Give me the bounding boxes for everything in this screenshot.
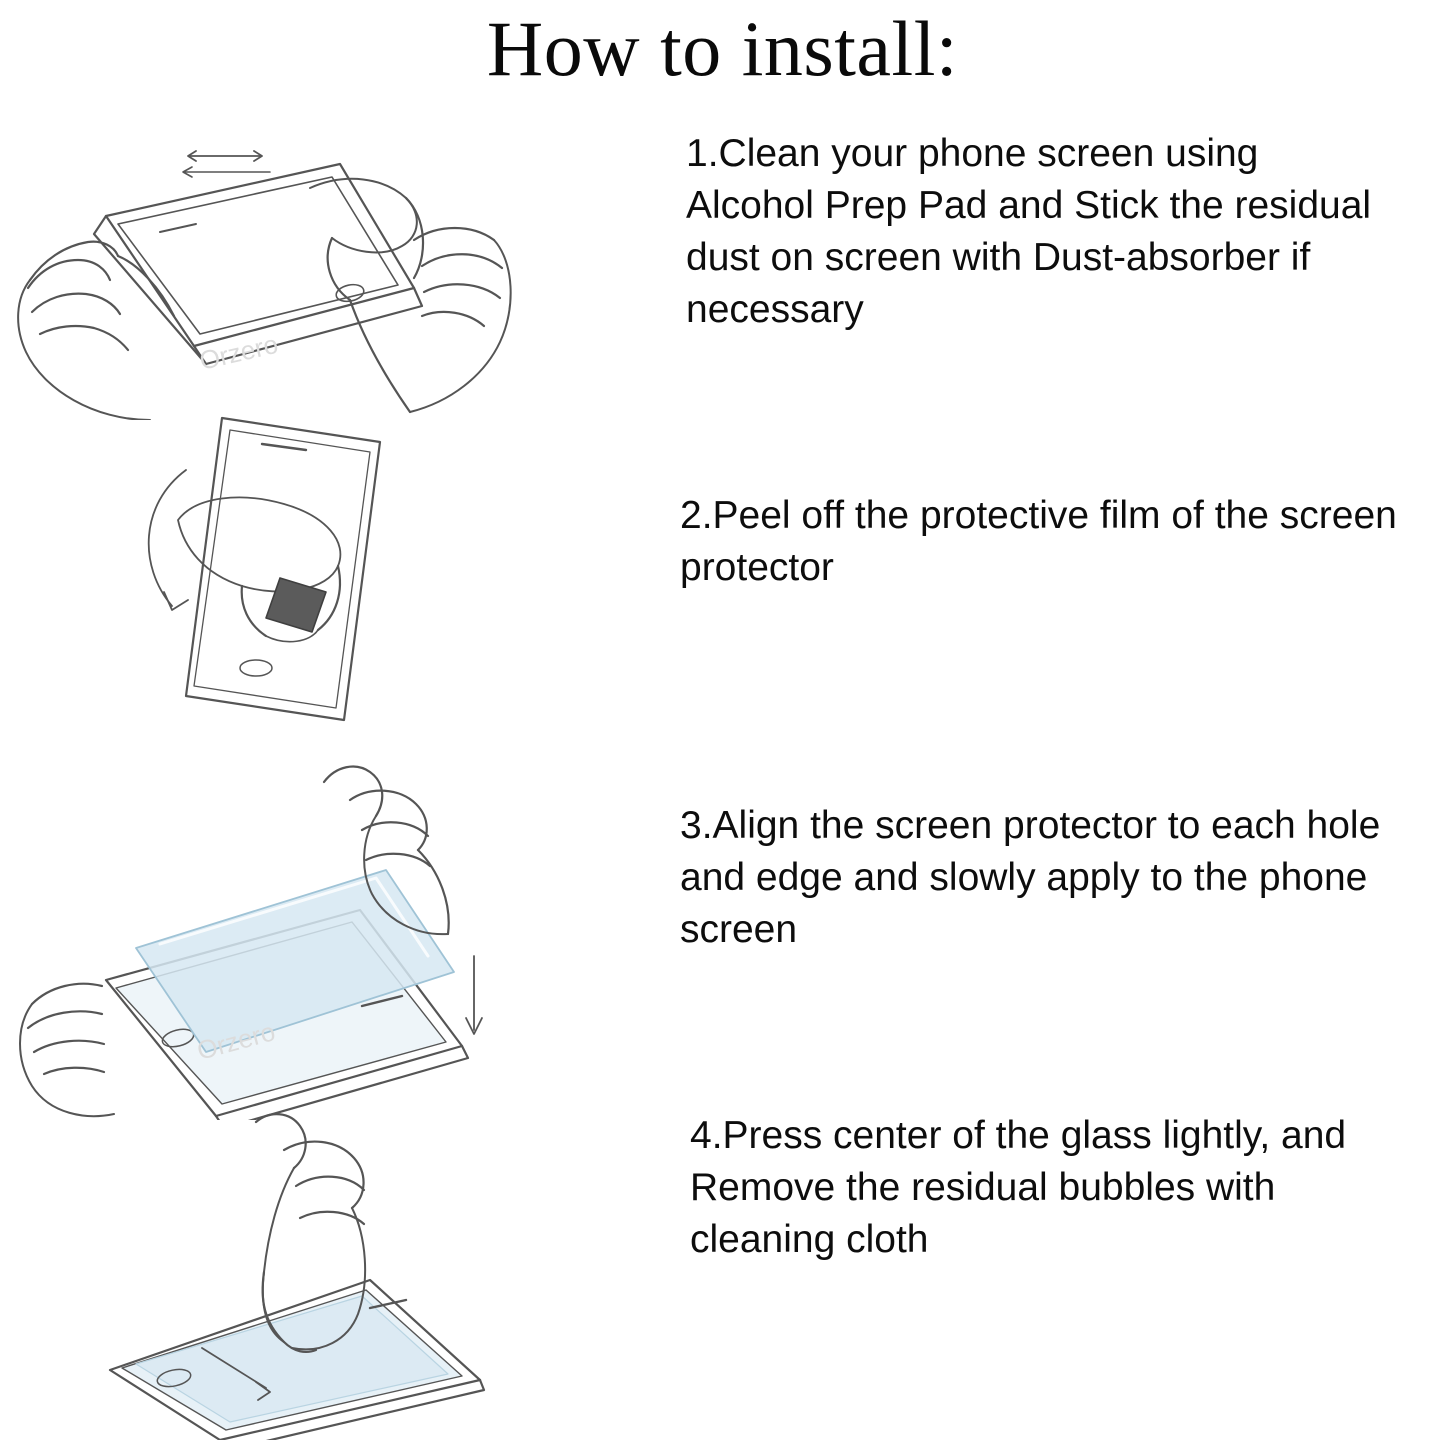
- step-4-text: 4.Press center of the glass lightly, and Remove the residual bubbles with cleaning cloth: [690, 1114, 1347, 1261]
- page-title: How to install:: [486, 5, 959, 92]
- figure-align-protector: [10, 760, 510, 1120]
- step-1-text: 1.Clean your phone screen using Alcohol Prep Pad and Stick the residual dust on screen with Dust-absorber if necessary: [686, 132, 1372, 331]
- illustration-column: [0, 110, 660, 1445]
- figure-peel-film: [130, 400, 450, 740]
- figure-press-center: [70, 1110, 500, 1440]
- watermark-orzero-2: Orzero: [193, 1016, 279, 1066]
- step-3-text: 3.Align the screen protector to each hole and edge and slowly apply to the phone screen: [680, 804, 1381, 951]
- figure-clean-screen: [10, 120, 530, 420]
- step-2-text: 2.Peel off the protective film of the screen protector: [680, 494, 1397, 589]
- watermark-orzero-1: Orzero: [196, 328, 281, 376]
- steps-column: [672, 120, 1432, 1420]
